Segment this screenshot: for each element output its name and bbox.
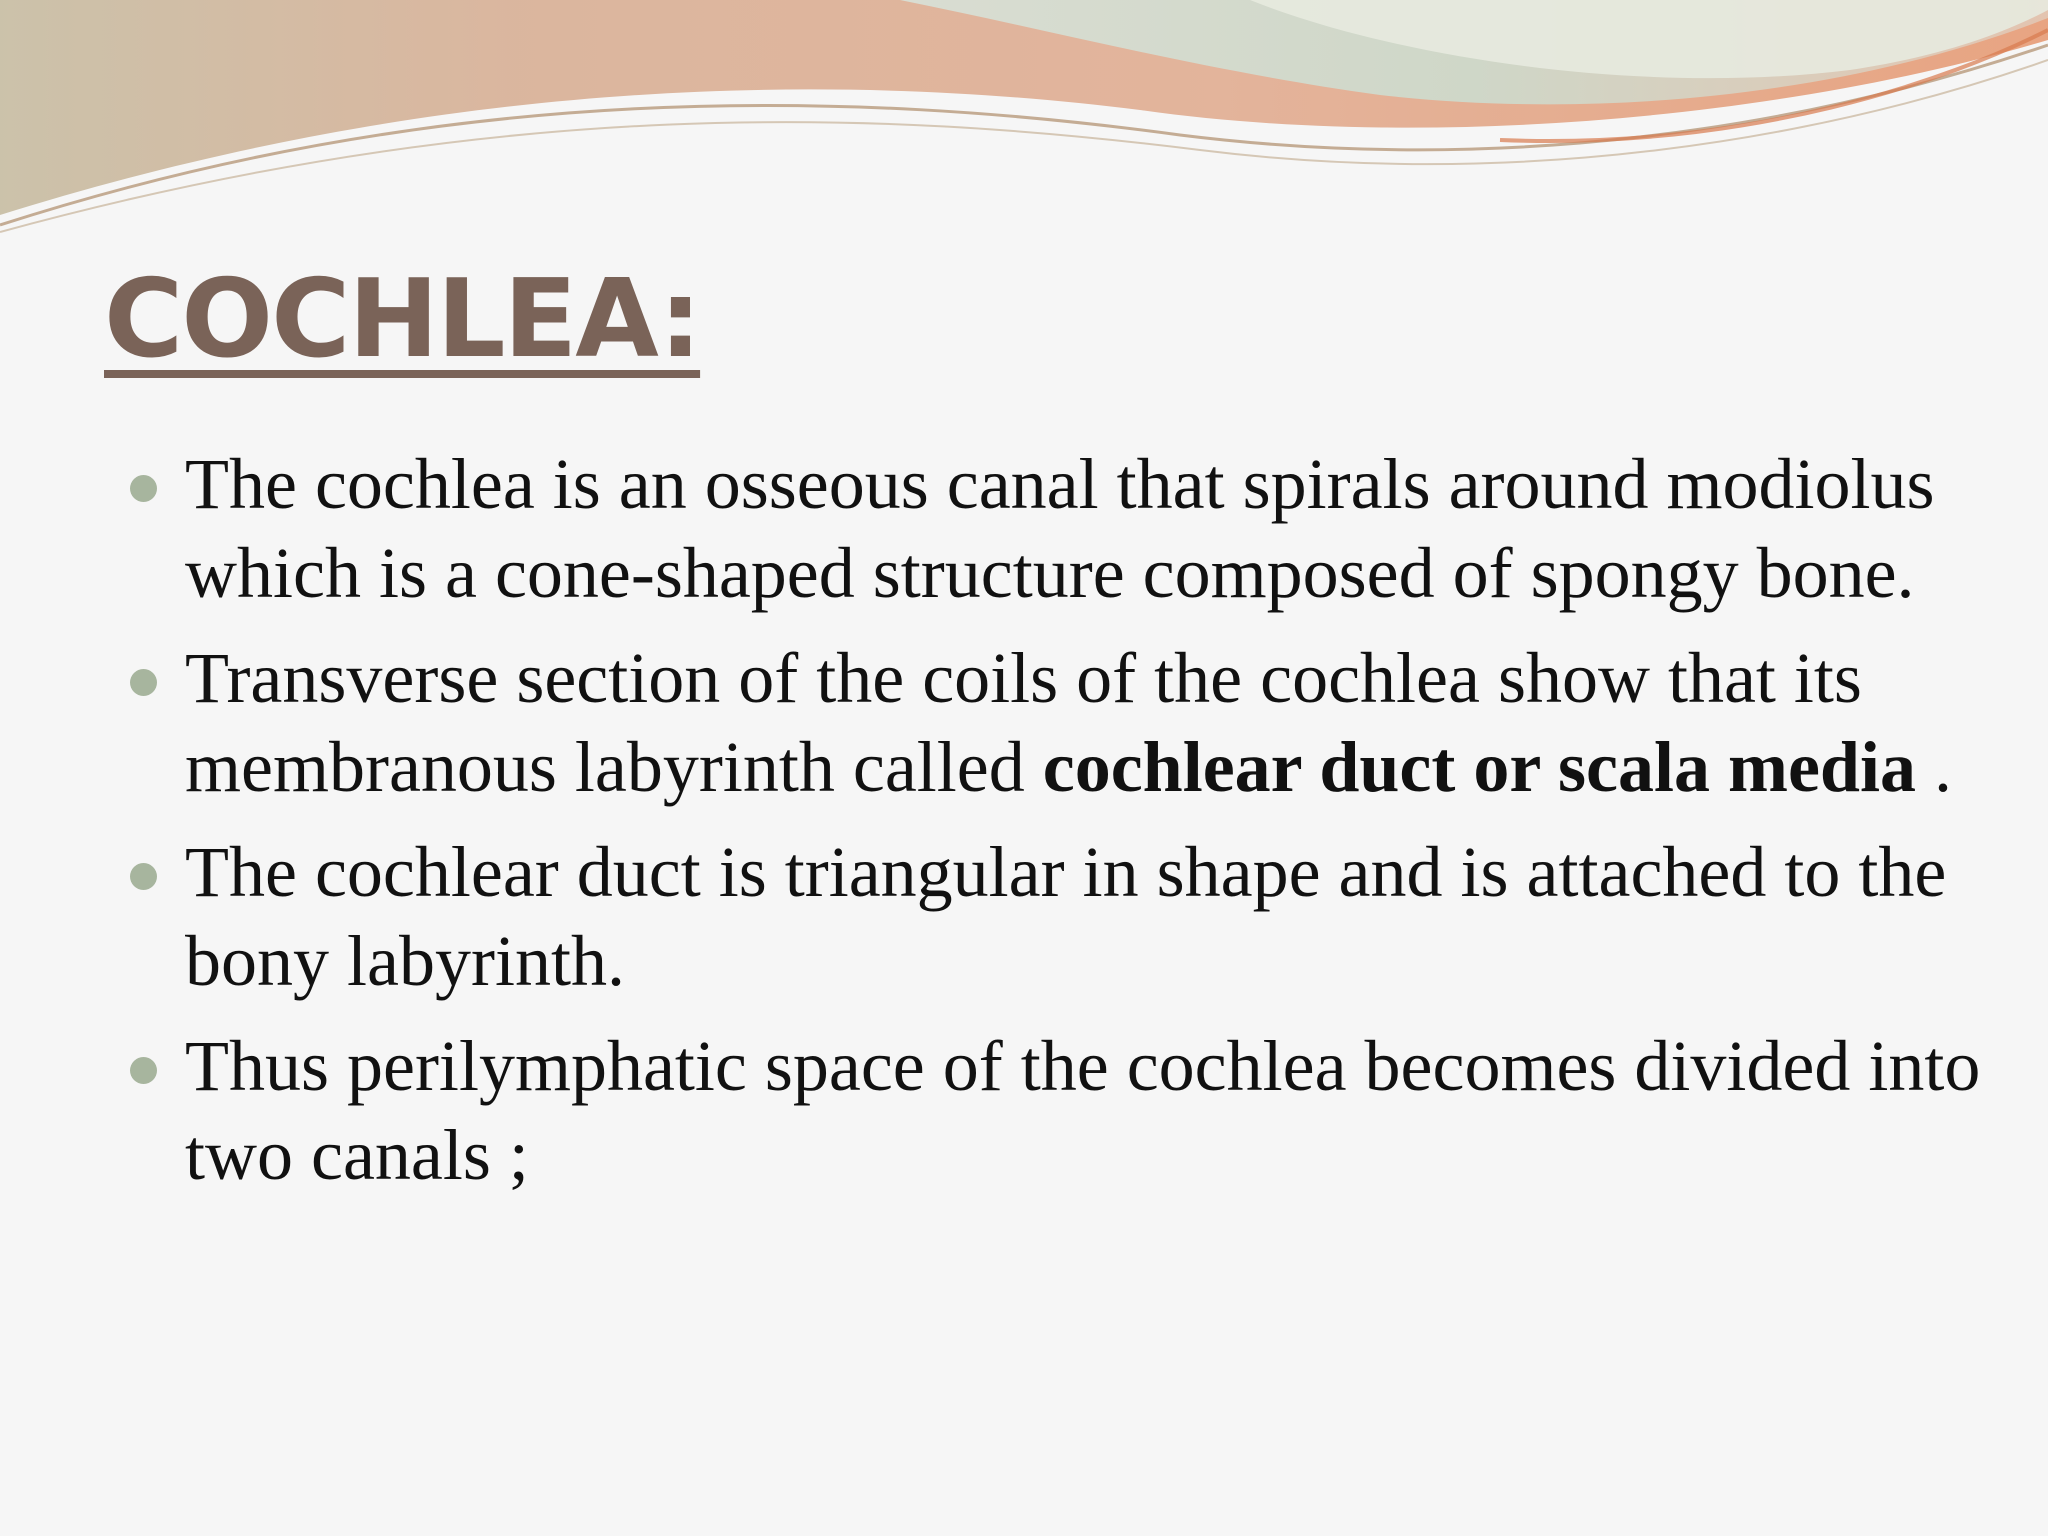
bullet-dot-icon [130, 669, 157, 696]
bullet-item [185, 440, 2005, 618]
bullet-text: Transverse section of the coils of the cochlea show that its membranous labyrinth called [185, 638, 1862, 807]
bullet-list [185, 440, 2005, 1216]
bullet-item [185, 1022, 2005, 1200]
bullet-bold-term: cochlear duct or scala media [1042, 727, 1916, 807]
bullet-item [185, 634, 2005, 812]
bullet-item [185, 828, 2005, 1006]
bullet-text: The cochlea is an osseous canal that spirals around modiolus which is a cone-shaped structure composed of spongy bone. [185, 444, 1935, 613]
slide-title: COCHLEA: [104, 257, 701, 382]
bullet-dot-icon [130, 475, 157, 502]
bullet-text: The cochlear duct is triangular in shape and is attached to the bony labyrinth. [185, 832, 1947, 1001]
bullet-text-end: . [1915, 727, 1952, 807]
bullet-dot-icon [130, 1057, 157, 1084]
bullet-text: Thus perilymphatic space of the cochlea becomes divided into two canals ; [185, 1026, 1981, 1195]
decorative-header-waves [0, 0, 2048, 240]
bullet-dot-icon [130, 863, 157, 890]
